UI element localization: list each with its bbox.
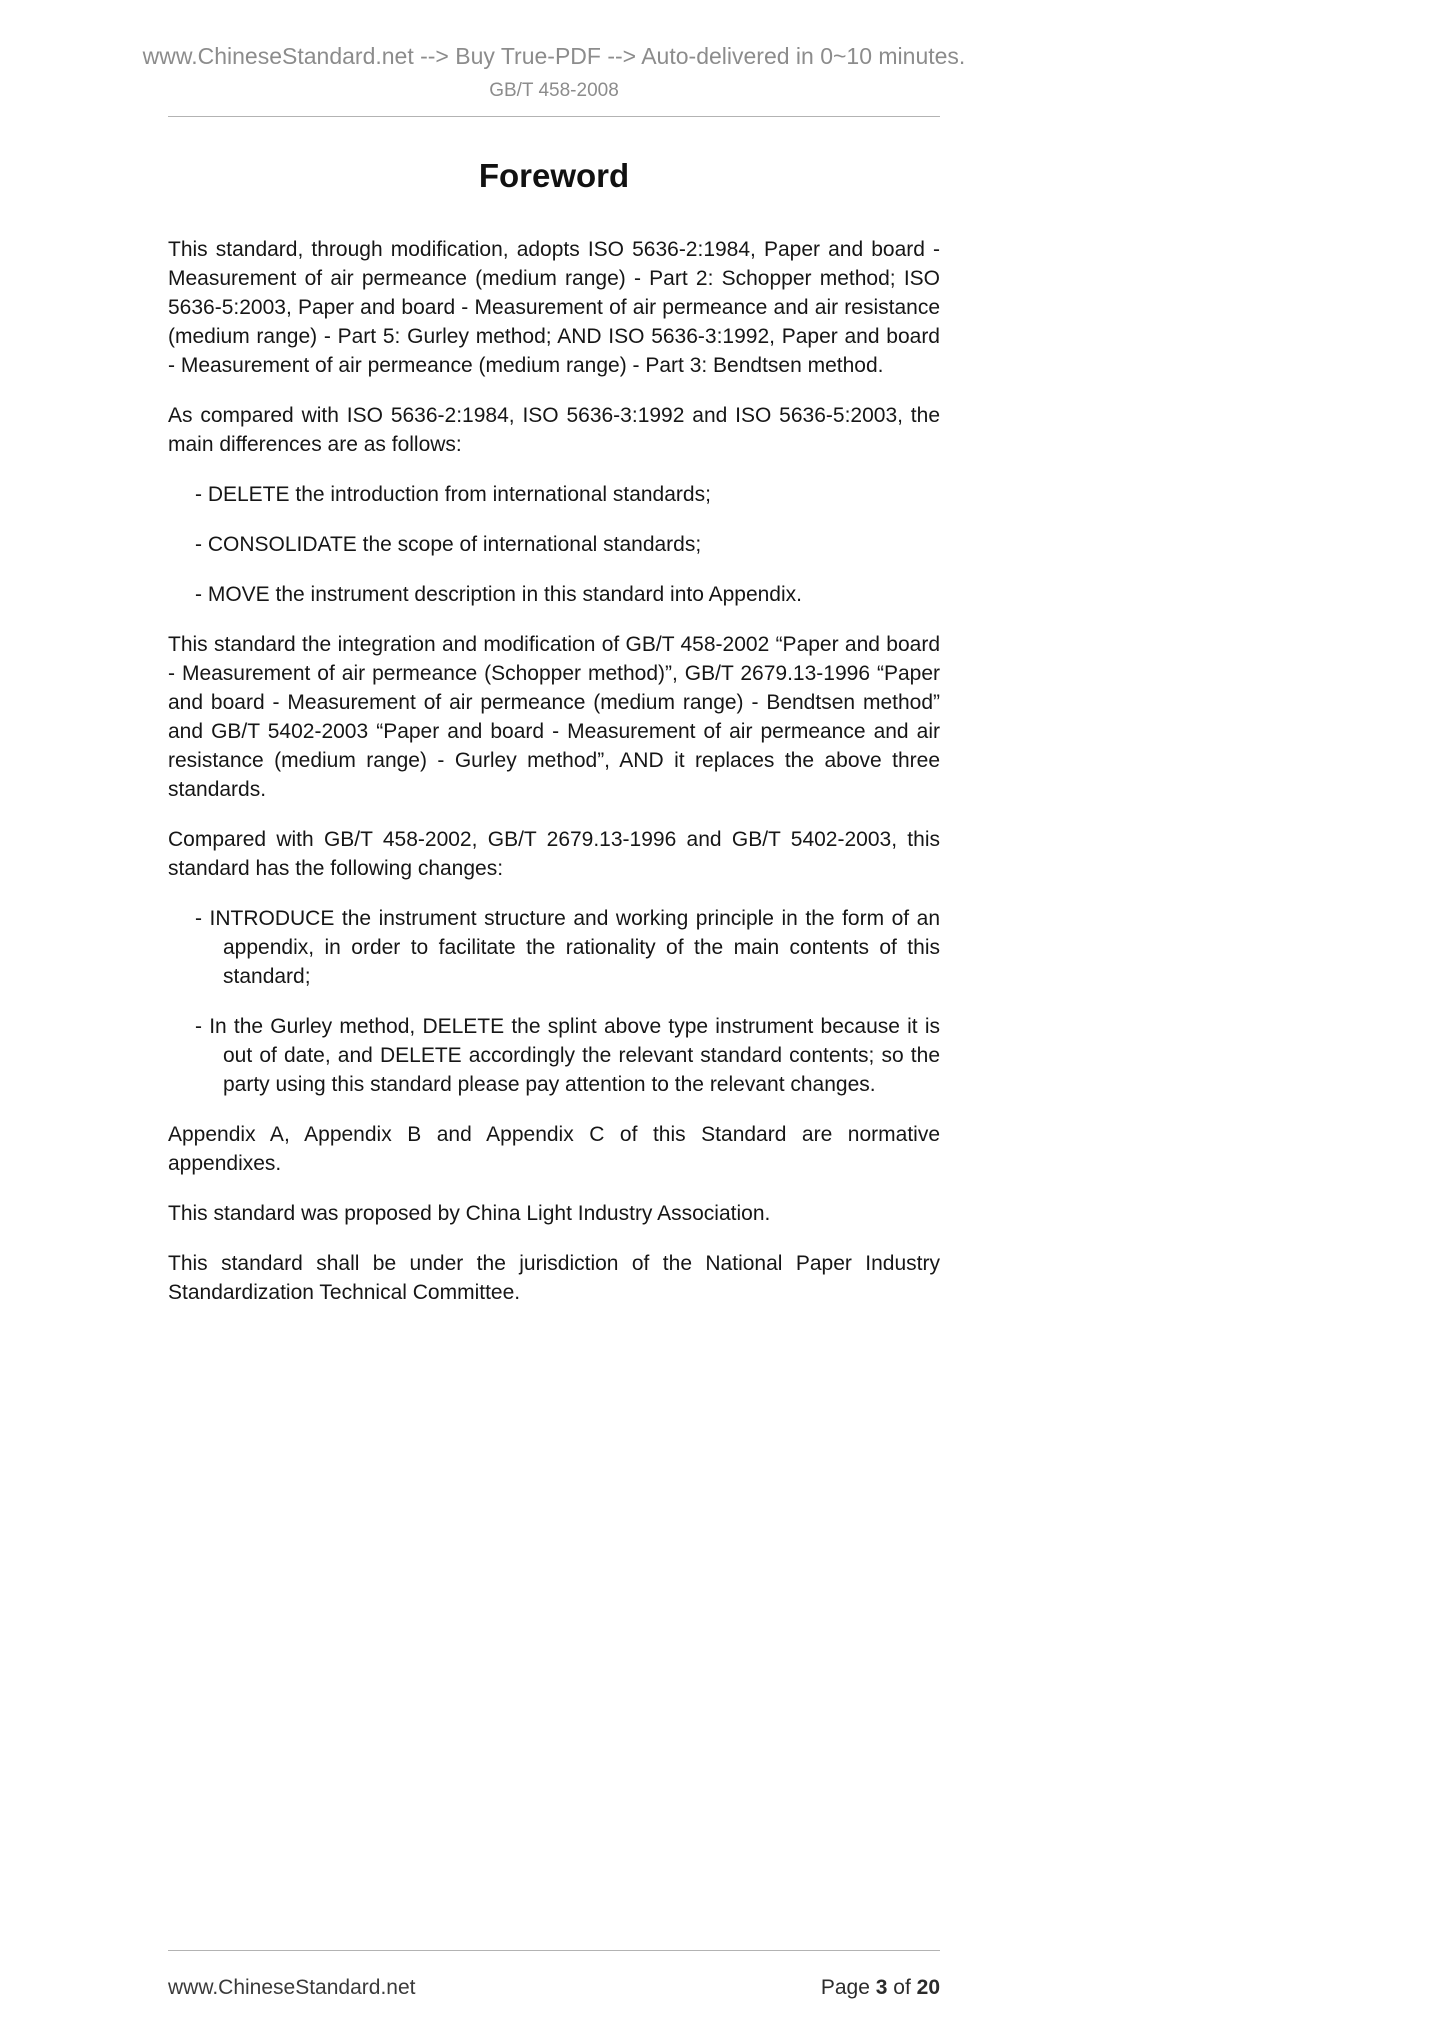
footer-divider — [168, 1950, 940, 1951]
list-item: - In the Gurley method, DELETE the splint above type instrument because it is out of date, and DELETE accordingly the relevant standard contents; so the party using this standard please pay attention to the relevant changes. — [195, 1015, 940, 1096]
page-title: Foreword — [478, 157, 630, 194]
header-doc-number: GB/T 458-2008 — [489, 80, 619, 101]
list-item: - DELETE the introduction from international standards; — [195, 483, 711, 506]
paragraph: Appendix A, Appendix B and Appendix C of this Standard are normative appendixes. — [168, 1123, 940, 1175]
page-header — [142, 0, 966, 117]
paragraph: This standard, through modification, adopts ISO 5636-2:1984, Paper and board - Measurement of air permeance (medium range) - Part 2: Schopper method; ISO 5636-5:2003, Paper and board - Measurement of air permeance and air resistance (medium range) - Part 5: Gurley method; AND ISO 5636-3:1992, Paper and board - Measurement of air permeance (medium range) - Part 3: Bendtsen method. — [168, 238, 940, 377]
paragraph: Compared with GB/T 458-2002, GB/T 2679.13-1996 and GB/T 5402-2003, this standard has the following changes: — [168, 828, 940, 880]
list-item: - MOVE the instrument description in this standard into Appendix. — [195, 583, 802, 606]
paragraph: This standard shall be under the jurisdiction of the National Paper Industry Standardization Technical Committee. — [168, 1252, 940, 1304]
paragraph: As compared with ISO 5636-2:1984, ISO 5636-3:1992 and ISO 5636-5:2003, the main differences are as follows: — [168, 404, 940, 456]
page-indicator — [821, 1975, 940, 2001]
page-footer — [168, 1950, 940, 2001]
page-indicator-prefix: Page — [820, 1976, 870, 1999]
footer-row — [168, 1975, 940, 2001]
page-indicator-number: 3 — [875, 1976, 888, 1999]
header-divider — [168, 116, 940, 117]
footer-site-link: www.ChineseStandard.net — [168, 1976, 416, 1999]
paragraph: This standard the integration and modification of GB/T 458-2002 “Paper and board - Measurement of air permeance (Schopper method)”, GB/T 2679.13-1996 “Paper and board - Measurement of air permeance (medium range) - Bendtsen method” and GB/T 5402-2003 “Paper and board - Measurement of air permeance and air resistance (medium range) - Gurley method”, AND it replaces the above three standards. — [168, 633, 940, 801]
header-promo-line: www.ChineseStandard.net --> Buy True-PDF --> Auto-delivered in 0~10 minutes. — [142, 43, 966, 69]
paragraph: This standard was proposed by China Light Industry Association. — [168, 1202, 771, 1225]
document-blocks — [168, 235, 940, 1307]
page-indicator-total: 20 — [916, 1976, 940, 1999]
page-indicator-of: of — [893, 1976, 911, 1999]
page-content — [142, 0, 966, 1328]
list-item: - INTRODUCE the instrument structure and working principle in the form of an appendix, in order to facilitate the rationality of the main contents of this standard; — [195, 907, 940, 988]
list-item: - CONSOLIDATE the scope of international standards; — [195, 533, 702, 556]
